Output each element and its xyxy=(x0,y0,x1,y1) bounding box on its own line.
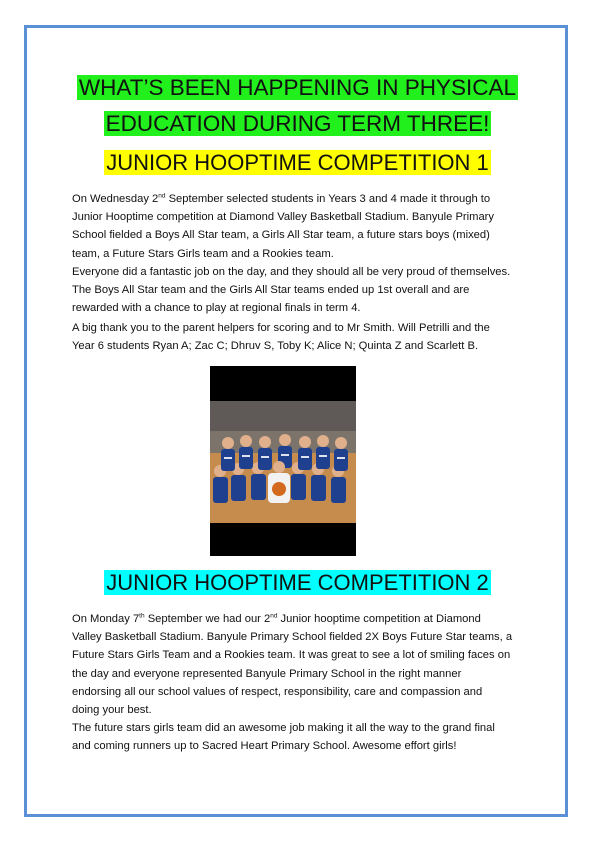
section-1-paragraph-2 xyxy=(72,263,532,318)
text-line: Junior Hooptime competition at Diamond Valley Basketball Stadium. Banyule Primary xyxy=(72,211,495,224)
section-2-paragraph-1 xyxy=(72,610,532,719)
text-line: School fielded a Boys All Star team, a Girls All Star team, a future stars boys (mixed) xyxy=(72,229,490,242)
text-line: September selected students in Years 3 and 4 made it through to xyxy=(165,193,491,205)
text-line: doing your best. xyxy=(72,704,152,717)
text-line: A big thank you to the parent helpers for scoring and to Mr Smith. Will Petrilli and the xyxy=(72,322,490,334)
text-line: Year 6 students Ryan A; Zac C; Dhruv S, Toby K; Alice N; Quinta Z and Scarlett B. xyxy=(72,340,479,353)
section-1-paragraph-3 xyxy=(72,319,532,355)
text-line: team, a Future Stars Girls team and a Rookies team. xyxy=(72,247,334,260)
section-1-heading xyxy=(30,147,565,179)
text-line: Valley Basketball Stadium. Banyule Primary School fielded 2X Boys Future Star teams, a xyxy=(72,631,513,644)
text-line: Future Stars Girls Team and a Rookies team. It was great to see a lot of smiling faces on xyxy=(72,649,511,662)
text-line: September we had our 2 xyxy=(144,613,271,625)
text-line: endorsing all our school values of respect, responsibility, care and compassion and xyxy=(72,685,483,698)
text-line: rewarded with a chance to play at regional finals in term 4. xyxy=(72,302,361,315)
section-2-heading xyxy=(30,567,565,599)
text-line: and coming runners up to Sacred Heart Primary School. Awesome effort girls! xyxy=(72,740,457,753)
text-line: On Monday 7 xyxy=(72,613,140,625)
section-2-paragraph-2 xyxy=(72,719,532,755)
page-title-line-2: EDUCATION DURING TERM THREE! xyxy=(105,111,490,136)
ordinal-suffix: nd xyxy=(270,612,278,620)
page-title-line-1: WHAT’S BEEN HAPPENING IN PHYSICAL xyxy=(78,75,517,100)
text-line: Junior hooptime competition at Diamond xyxy=(277,613,481,625)
text-line: The future stars girls team did an awesome job making it all the way to the grand final xyxy=(72,722,495,734)
team-photo xyxy=(210,366,356,556)
text-line: The Boys All Star team and the Girls All Star teams ended up 1st overall and are xyxy=(72,284,470,297)
ordinal-suffix: nd xyxy=(158,192,166,200)
page-title xyxy=(30,70,565,142)
text-line: the day and everyone represented Banyule Primary School in the right manner xyxy=(72,667,462,680)
text-line: On Wednesday 2 xyxy=(72,193,159,205)
team-photo-image xyxy=(210,401,356,523)
section-1-heading-text: JUNIOR HOOPTIME COMPETITION 1 xyxy=(106,150,489,175)
team-photo-illustration xyxy=(210,401,356,523)
ordinal-suffix: th xyxy=(139,612,145,620)
section-1-paragraph-1 xyxy=(72,190,532,263)
section-2-heading-text: JUNIOR HOOPTIME COMPETITION 2 xyxy=(106,570,489,595)
text-line: Everyone did a fantastic job on the day, and they should all be very proud of themselves. xyxy=(72,266,511,278)
